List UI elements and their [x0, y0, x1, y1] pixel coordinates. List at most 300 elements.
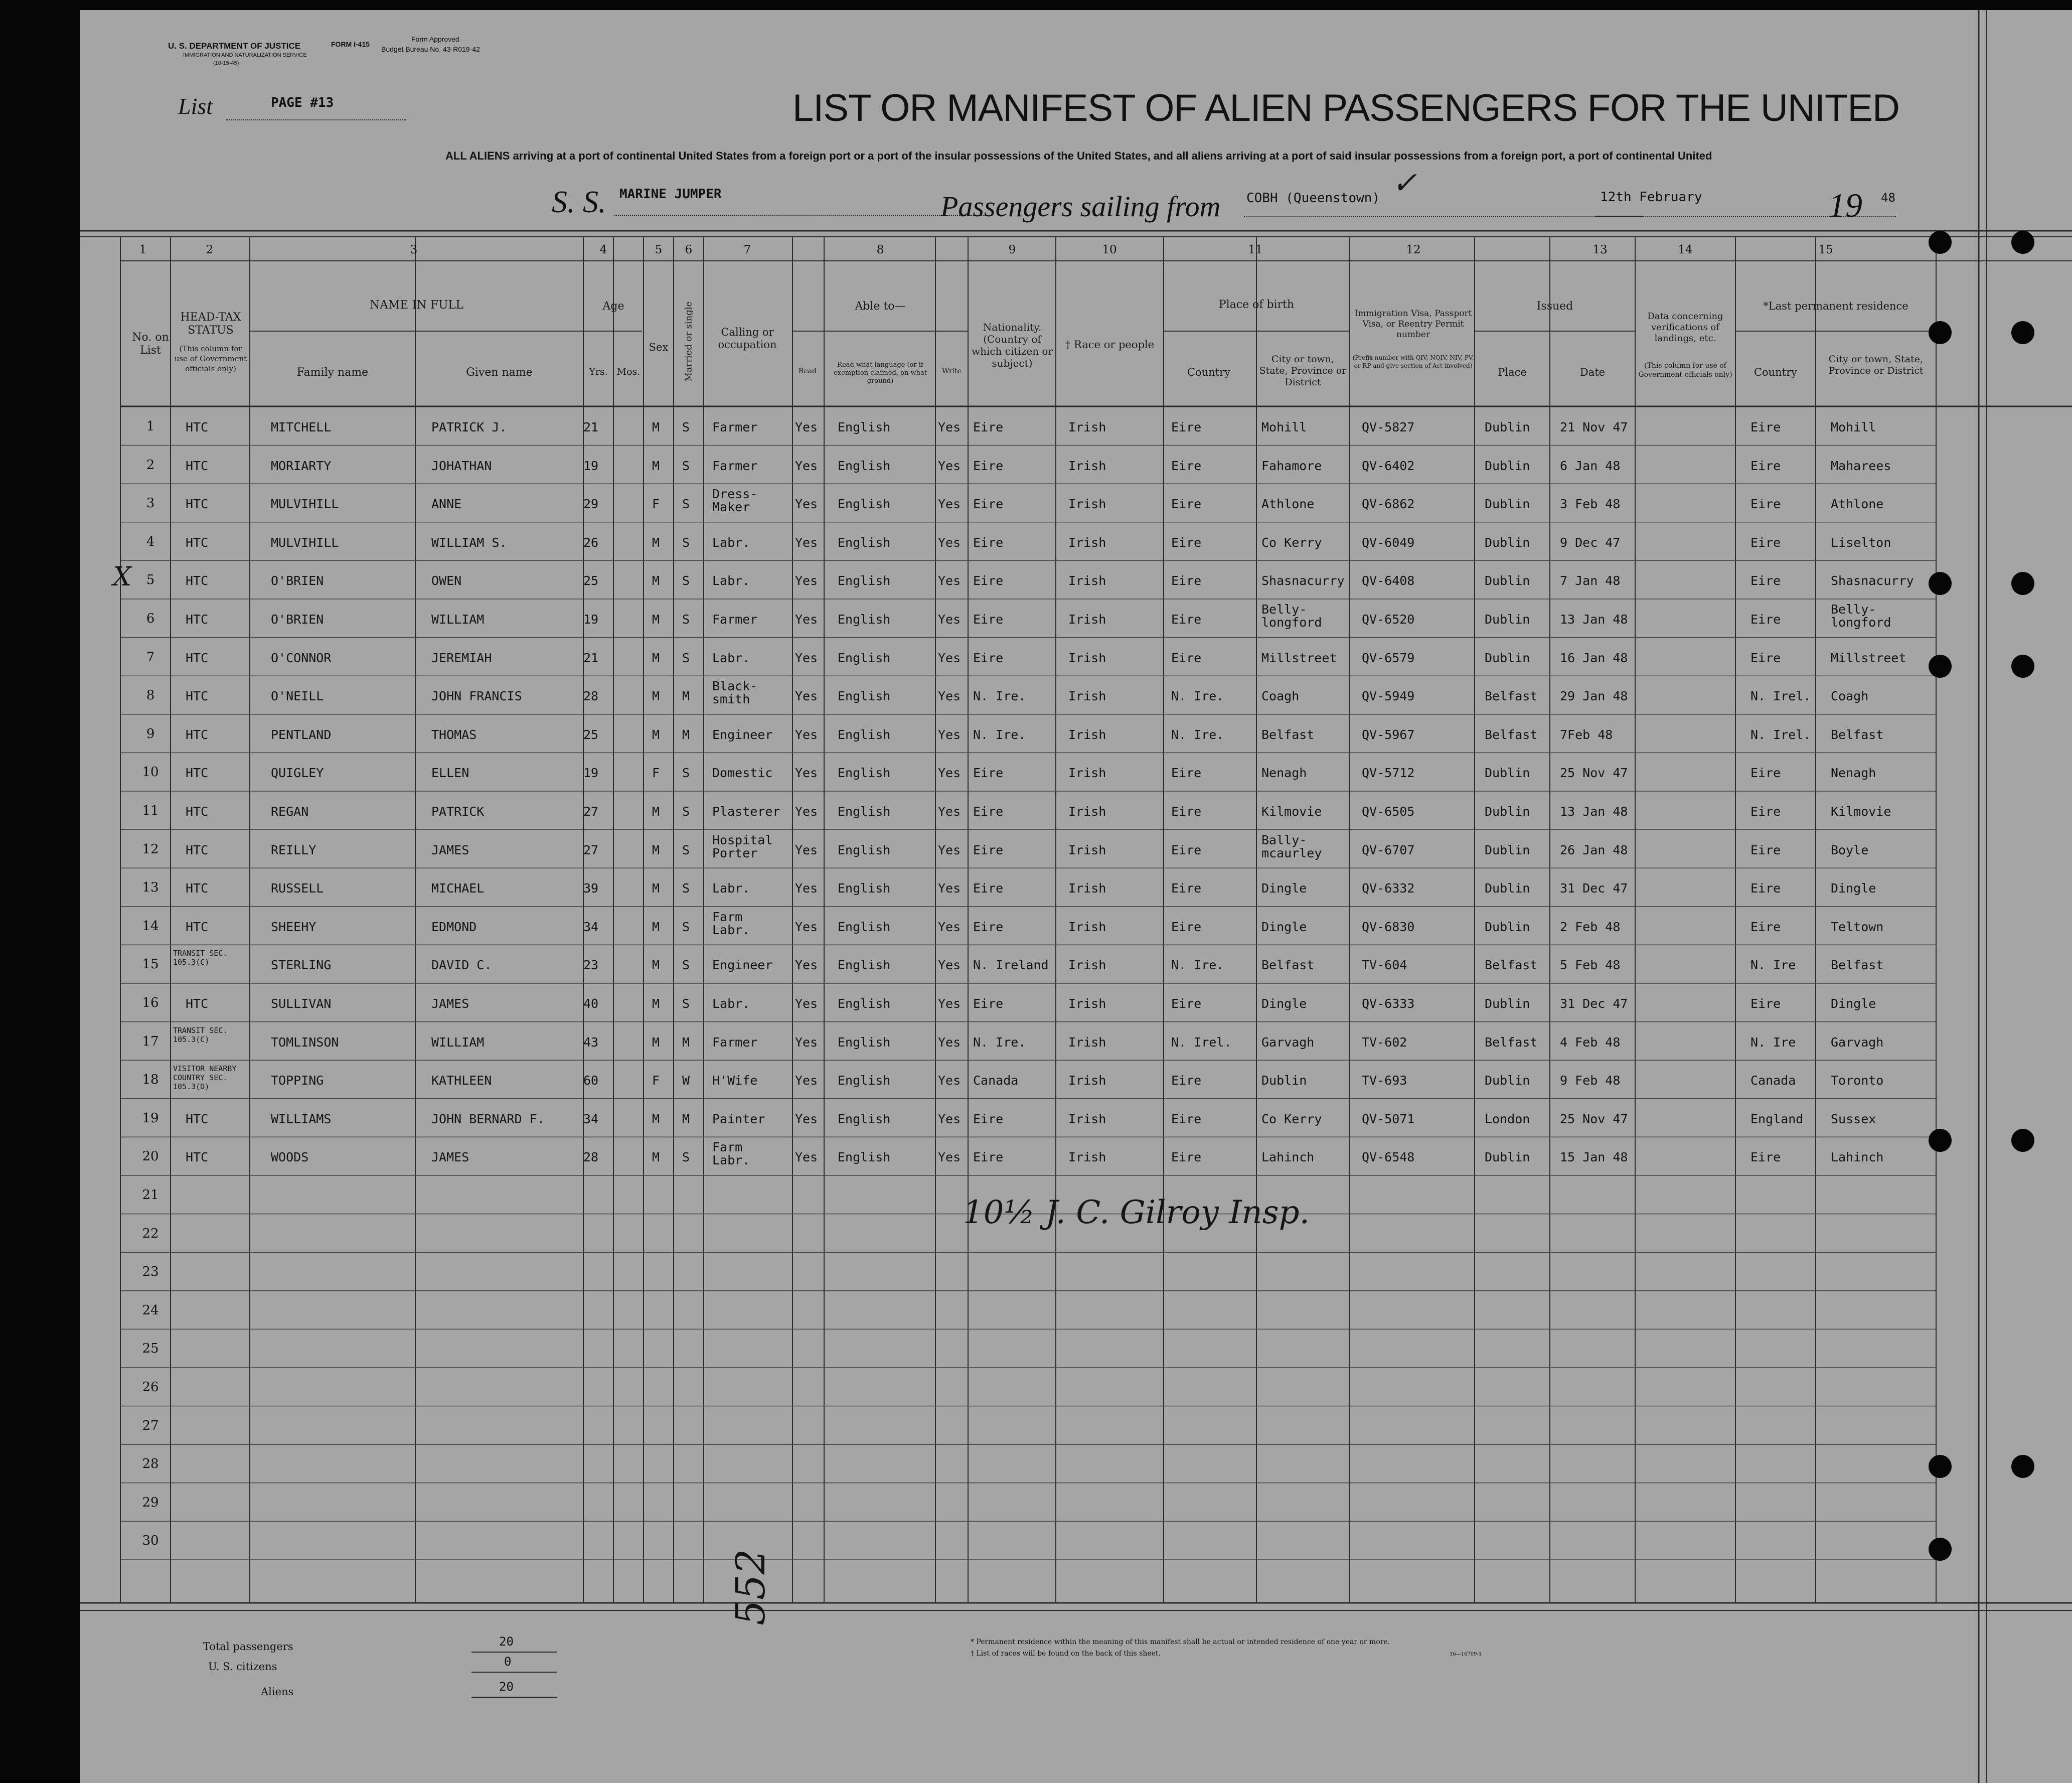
can-read: Yes: [795, 842, 818, 857]
residence-city: Sussex: [1831, 1111, 1876, 1126]
total-passengers-value: 20: [499, 1635, 514, 1649]
year-prefix: 19: [1828, 186, 1862, 224]
age-years: 23: [583, 958, 599, 973]
column-number: 9: [1008, 243, 1016, 256]
sex: F: [652, 766, 660, 781]
header-name-in-full: NAME IN FULL: [370, 299, 463, 312]
age-years: 19: [583, 612, 599, 627]
header-given-name: Given name: [466, 366, 533, 379]
residence-country: Eire: [1750, 573, 1781, 588]
head-tax-status: HTC: [186, 766, 209, 781]
can-write: Yes: [938, 919, 961, 934]
can-read: Yes: [795, 919, 818, 934]
race: Irish: [1068, 420, 1106, 434]
can-read: Yes: [795, 996, 818, 1011]
occupation: Farmer: [712, 1034, 758, 1050]
read-language: English: [838, 842, 891, 857]
birth-city: Dingle: [1261, 919, 1307, 934]
nationality: Eire: [973, 458, 1004, 473]
sex: M: [652, 996, 660, 1011]
head-tax-status: HTC: [186, 727, 209, 742]
nationality: Canada: [973, 1073, 1019, 1088]
column-number: 10: [1102, 243, 1117, 256]
can-read: Yes: [795, 420, 818, 434]
given-name: WILLIAM: [431, 1034, 485, 1050]
table-row: [80, 1024, 2072, 1062]
visa-number: QV-6332: [1362, 881, 1415, 896]
binder-hole: [1929, 1455, 1952, 1478]
table-row: [80, 1408, 2072, 1446]
can-read: Yes: [795, 881, 818, 896]
family-name: QUIGLEY: [271, 766, 324, 781]
family-name: STERLING: [271, 958, 332, 973]
occupation: Farm Labr.: [712, 909, 750, 937]
occupation: Farmer: [712, 612, 758, 627]
table-row: [80, 832, 2072, 870]
row-number: 23: [142, 1264, 159, 1280]
sex: M: [652, 881, 660, 896]
can-write: Yes: [938, 535, 961, 550]
sex: M: [652, 573, 660, 588]
header-nationality: Nationality. (Country of which citizen or subject): [971, 321, 1053, 369]
form-date: (10-15-45): [213, 60, 239, 66]
nationality: Eire: [973, 573, 1004, 588]
header-sex: Sex: [649, 341, 669, 353]
race: Irish: [1068, 1150, 1106, 1165]
issued-date: 25 Nov 47: [1560, 1111, 1628, 1126]
head-tax-status: HTC: [186, 804, 209, 819]
marital-status: S: [682, 612, 690, 627]
race: Irish: [1068, 766, 1106, 781]
family-name: SULLIVAN: [271, 996, 332, 1011]
birth-country: N. Ire.: [1171, 727, 1224, 742]
table-row: [80, 640, 2072, 678]
birth-country: Eire: [1171, 804, 1202, 819]
residence-city: Garvagh: [1831, 1034, 1884, 1050]
document-subtitle: ALL ALIENS arriving at a port of continental United States from a foreign port or a port of the insular possessions of the United States, and all aliens arriving at a port of said insular possessions from a foreign port, a port of continental United: [445, 150, 1712, 162]
footnote-residence: * Permanent residence within the meaning of this manifest shall be actual or intended residence of one year or more.: [971, 1638, 1390, 1646]
header-head-tax: HEAD-TAX STATUS: [180, 311, 241, 337]
column-number: 14: [1678, 243, 1693, 256]
family-name: RUSSELL: [271, 881, 324, 896]
can-read: Yes: [795, 804, 818, 819]
column-number: 2: [206, 243, 214, 256]
binder-hole: [2011, 1129, 2034, 1152]
birth-country: Eire: [1171, 996, 1202, 1011]
can-write: Yes: [938, 612, 961, 627]
marital-status: S: [682, 1150, 690, 1165]
head-tax-status: HTC: [186, 497, 209, 512]
table-row: [80, 1446, 2072, 1484]
nationality: Eire: [973, 804, 1004, 819]
race: Irish: [1068, 881, 1106, 896]
birth-city: Belfast: [1261, 727, 1315, 742]
family-name: MORIARTY: [271, 458, 332, 473]
table-row: [80, 1062, 2072, 1100]
residence-city: Belly-longford: [1831, 602, 1891, 630]
table-row: [80, 1139, 2072, 1177]
birth-country: Eire: [1171, 1111, 1202, 1126]
issued-place: Belfast: [1485, 727, 1538, 742]
birth-city: Millstreet: [1261, 650, 1337, 665]
read-language: English: [838, 420, 891, 434]
head-tax-status: TRANSIT SEC. 105.3(C): [173, 949, 228, 967]
issued-place: Dublin: [1485, 842, 1530, 857]
occupation: Painter: [712, 1111, 765, 1126]
issued-place: Dublin: [1485, 804, 1530, 819]
header-able-to: Able to—: [855, 300, 906, 313]
can-write: Yes: [938, 1073, 961, 1088]
race: Irish: [1068, 919, 1106, 934]
header-issued-date: Date: [1579, 366, 1606, 378]
birth-city: Coagh: [1261, 689, 1300, 704]
can-write: Yes: [938, 804, 961, 819]
total-passengers-label: Total passengers: [203, 1641, 293, 1653]
family-name: SHEEHY: [271, 919, 316, 934]
row-number: 28: [142, 1456, 159, 1472]
departure-port: COBH (Queenstown): [1246, 191, 1380, 206]
issued-place: Dublin: [1485, 573, 1530, 588]
read-language: English: [838, 727, 891, 742]
given-name: PATRICK J.: [431, 420, 507, 434]
sex: M: [652, 689, 660, 704]
head-tax-status: HTC: [186, 420, 209, 434]
sailing-date: 12th February: [1600, 190, 1702, 205]
nationality: Eire: [973, 881, 1004, 896]
nationality: N. Ire.: [973, 689, 1026, 704]
age-years: 26: [583, 535, 599, 550]
can-read: Yes: [795, 458, 818, 473]
sailing-label: Passengers sailing from: [940, 190, 1221, 223]
header-issued: Issued: [1536, 300, 1573, 313]
issued-date: 29 Jan 48: [1560, 689, 1628, 704]
nationality: Eire: [973, 420, 1004, 434]
given-name: JEREMIAH: [431, 650, 492, 665]
row-number: 22: [142, 1226, 159, 1241]
issued-date: 9 Dec 47: [1560, 535, 1621, 550]
header-visa: Immigration Visa, Passport Visa, or Reentry Permit number: [1354, 309, 1472, 340]
birth-city: Dublin: [1261, 1073, 1307, 1088]
residence-country: Eire: [1750, 881, 1781, 896]
check-mark: ✓: [1392, 166, 1417, 201]
head-tax-status: VISITOR NEARBY COUNTRY SEC. 105.3(D): [173, 1064, 237, 1092]
row-number: 30: [142, 1533, 159, 1549]
issued-place: Dublin: [1485, 1073, 1530, 1088]
given-name: JOHN BERNARD F.: [431, 1111, 545, 1126]
issued-date: 7Feb 48: [1560, 727, 1613, 742]
issued-date: 2 Feb 48: [1560, 919, 1621, 934]
row-number: 8: [146, 688, 155, 703]
table-row: [80, 562, 2072, 601]
given-name: JAMES: [431, 842, 469, 857]
header-data-concerning: Data concerning verifications of landings, etc.: [1647, 311, 1723, 344]
residence-city: Mohill: [1831, 420, 1876, 434]
read-language: English: [838, 881, 891, 896]
can-write: Yes: [938, 766, 961, 781]
birth-country: Eire: [1171, 420, 1202, 434]
residence-city: Shasnacurry: [1831, 573, 1914, 588]
nationality: N. Ire.: [973, 727, 1026, 742]
read-language: English: [838, 766, 891, 781]
birth-city: Belfast: [1261, 958, 1315, 973]
birth-country: Eire: [1171, 612, 1202, 627]
can-write: Yes: [938, 1150, 961, 1165]
family-name: WILLIAMS: [271, 1111, 332, 1126]
nationality: Eire: [973, 766, 1004, 781]
given-name: OWEN: [431, 573, 462, 588]
header-write: Write: [942, 367, 962, 375]
can-write: Yes: [938, 497, 961, 512]
us-citizens-label: U. S. citizens: [208, 1661, 277, 1673]
binder-hole: [2011, 231, 2034, 254]
family-name: O'CONNOR: [271, 650, 332, 665]
read-language: English: [838, 497, 891, 512]
form-approved: Form Approved: [411, 35, 459, 43]
table-row: [80, 1523, 2072, 1561]
header-head-tax-note: (This column for use of Government officials only): [174, 344, 247, 373]
residence-country: Eire: [1750, 535, 1781, 550]
given-name: WILLIAM S.: [431, 535, 507, 550]
sex: M: [652, 1150, 660, 1165]
head-tax-status: HTC: [186, 919, 209, 934]
age-years: 25: [583, 573, 599, 588]
header-married: Married or single: [683, 301, 694, 382]
issued-date: 4 Feb 48: [1560, 1034, 1621, 1050]
sex: F: [652, 1073, 660, 1088]
race: Irish: [1068, 1073, 1106, 1088]
read-language: English: [838, 650, 891, 665]
can-write: Yes: [938, 420, 961, 434]
birth-city: Dingle: [1261, 996, 1307, 1011]
stamp-number: 552: [727, 1549, 774, 1625]
table-row: [80, 678, 2072, 716]
binder-hole: [1929, 1129, 1952, 1152]
race: Irish: [1068, 535, 1106, 550]
budget-number: Budget Bureau No. 43-R019-42: [381, 45, 480, 53]
read-language: English: [838, 689, 891, 704]
year-suffix: 48: [1881, 191, 1895, 205]
residence-country: Eire: [1750, 804, 1781, 819]
issued-place: Dublin: [1485, 612, 1530, 627]
issued-date: 9 Feb 48: [1560, 1073, 1621, 1088]
residence-country: Eire: [1750, 420, 1781, 434]
table-row: [80, 1101, 2072, 1139]
aliens-label: Aliens: [261, 1686, 294, 1698]
issued-date: 21 Nov 47: [1560, 420, 1628, 434]
residence-country: England: [1750, 1111, 1804, 1126]
row-number: 24: [142, 1302, 159, 1318]
column-number: 1: [139, 243, 147, 256]
birth-country: Eire: [1171, 881, 1202, 896]
nationality: Eire: [973, 1111, 1004, 1126]
issued-date: 31 Dec 47: [1560, 996, 1628, 1011]
marital-status: S: [682, 766, 690, 781]
family-name: TOPPING: [271, 1073, 324, 1088]
column-number: 8: [876, 243, 884, 256]
table-row: [80, 486, 2072, 524]
residence-country: Eire: [1750, 842, 1781, 857]
list-label: List: [178, 93, 213, 119]
residence-city: Teltown: [1831, 919, 1884, 934]
sex: M: [652, 1034, 660, 1050]
table-row: [80, 716, 2072, 755]
race: Irish: [1068, 497, 1106, 512]
can-read: Yes: [795, 612, 818, 627]
visa-number: TV-693: [1362, 1073, 1407, 1088]
column-number: 6: [685, 243, 693, 256]
can-read: Yes: [795, 958, 818, 973]
age-years: 39: [583, 881, 599, 896]
column-number: 12: [1406, 243, 1421, 256]
family-name: REGAN: [271, 804, 309, 819]
birth-city: Lahinch: [1261, 1150, 1315, 1165]
residence-city: Dingle: [1831, 996, 1876, 1011]
manifest-sheet: [80, 10, 2072, 1783]
row-number: 14: [142, 918, 159, 934]
family-name: REILLY: [271, 842, 316, 857]
table-row: [80, 1331, 2072, 1369]
binder-hole: [1929, 321, 1952, 344]
read-language: English: [838, 958, 891, 973]
occupation: Farm Labr.: [712, 1140, 750, 1168]
table-row: [80, 985, 2072, 1023]
birth-city: Co Kerry: [1261, 535, 1322, 550]
visa-number: QV-6505: [1362, 804, 1415, 819]
read-language: English: [838, 804, 891, 819]
ship-name: MARINE JUMPER: [619, 187, 722, 202]
binder-hole: [2011, 572, 2034, 595]
family-name: MULVIHILL: [271, 497, 339, 512]
birth-city: Nenagh: [1261, 766, 1307, 781]
issued-place: London: [1485, 1111, 1530, 1126]
residence-city: Athlone: [1831, 497, 1884, 512]
table-row: [80, 909, 2072, 947]
age-years: 43: [583, 1034, 599, 1050]
visa-number: QV-6520: [1362, 612, 1415, 627]
can-read: Yes: [795, 1111, 818, 1126]
row-number: 18: [142, 1072, 159, 1088]
marital-status: S: [682, 919, 690, 934]
race: Irish: [1068, 727, 1106, 742]
nationality: Eire: [973, 535, 1004, 550]
birth-city: Garvagh: [1261, 1034, 1315, 1050]
visa-number: QV-6579: [1362, 650, 1415, 665]
race: Irish: [1068, 573, 1106, 588]
race: Irish: [1068, 996, 1106, 1011]
table-row: [80, 870, 2072, 908]
age-years: 34: [583, 1111, 599, 1126]
family-name: O'NEILL: [271, 689, 324, 704]
race: Irish: [1068, 1034, 1106, 1050]
can-read: Yes: [795, 1073, 818, 1088]
given-name: WILLIAM: [431, 612, 485, 627]
head-tax-status: HTC: [186, 1150, 209, 1165]
birth-country: Eire: [1171, 497, 1202, 512]
can-read: Yes: [795, 497, 818, 512]
birth-country: Eire: [1171, 535, 1202, 550]
row-number: 12: [142, 841, 159, 857]
residence-country: Eire: [1750, 458, 1781, 473]
marital-status: M: [682, 1034, 690, 1050]
read-language: English: [838, 1073, 891, 1088]
race: Irish: [1068, 612, 1106, 627]
visa-number: TV-604: [1362, 958, 1407, 973]
sex: M: [652, 458, 660, 473]
row-number: 6: [146, 611, 155, 626]
can-write: Yes: [938, 842, 961, 857]
residence-country: Canada: [1750, 1073, 1796, 1088]
table-row: [80, 1254, 2072, 1292]
header-birth-country: Country: [1187, 366, 1231, 378]
birth-country: Eire: [1171, 1150, 1202, 1165]
read-language: English: [838, 1034, 891, 1050]
marital-status: S: [682, 535, 690, 550]
binder-hole: [2011, 1455, 2034, 1478]
print-code: 16—16709-1: [1450, 1652, 1482, 1657]
row-number: 19: [142, 1110, 159, 1126]
occupation: Labr.: [712, 535, 750, 550]
issued-place: Dublin: [1485, 996, 1530, 1011]
read-language: English: [838, 573, 891, 588]
age-years: 21: [583, 650, 599, 665]
row-number: 1: [146, 419, 155, 434]
residence-country: N. Ire: [1750, 958, 1796, 973]
given-name: PATRICK: [431, 804, 485, 819]
occupation: Hospital Porter: [712, 832, 773, 860]
issued-place: Dublin: [1485, 766, 1530, 781]
given-name: ELLEN: [431, 766, 469, 781]
head-tax-status: HTC: [186, 881, 209, 896]
binder-hole: [1929, 1538, 1952, 1561]
row-number: 16: [142, 995, 159, 1010]
sex: M: [652, 420, 660, 434]
sex: M: [652, 804, 660, 819]
inspector-signature: 10½ J. C. Gilroy Insp.: [963, 1194, 1310, 1231]
sex: M: [652, 650, 660, 665]
marital-status: S: [682, 497, 690, 512]
column-number: 13: [1592, 243, 1608, 256]
issued-place: Dublin: [1485, 650, 1530, 665]
read-language: English: [838, 612, 891, 627]
read-language: English: [838, 1111, 891, 1126]
marital-status: M: [682, 1111, 690, 1126]
age-years: 29: [583, 497, 599, 512]
row-number: 11: [142, 803, 159, 818]
head-tax-status: HTC: [186, 535, 209, 550]
visa-number: QV-6408: [1362, 573, 1415, 588]
row-number: 25: [142, 1341, 159, 1357]
residence-city: Toronto: [1831, 1073, 1884, 1088]
can-write: Yes: [938, 1034, 961, 1050]
race: Irish: [1068, 958, 1106, 973]
column-number: 3: [410, 243, 418, 256]
issued-place: Belfast: [1485, 689, 1538, 704]
column-number: 11: [1248, 243, 1263, 256]
given-name: JAMES: [431, 1150, 469, 1165]
column-number: 5: [655, 243, 663, 256]
citizens-line: [471, 1672, 557, 1673]
birth-city: Kilmovie: [1261, 804, 1322, 819]
ss-label: S. S.: [552, 185, 606, 219]
residence-country: Eire: [1750, 996, 1781, 1011]
residence-country: Eire: [1750, 612, 1781, 627]
marital-status: S: [682, 996, 690, 1011]
row-number: 10: [142, 765, 159, 780]
residence-country: N. Irel.: [1750, 727, 1811, 742]
occupation: Domestic: [712, 766, 773, 781]
row-number: 26: [142, 1380, 159, 1395]
age-years: 28: [583, 689, 599, 704]
